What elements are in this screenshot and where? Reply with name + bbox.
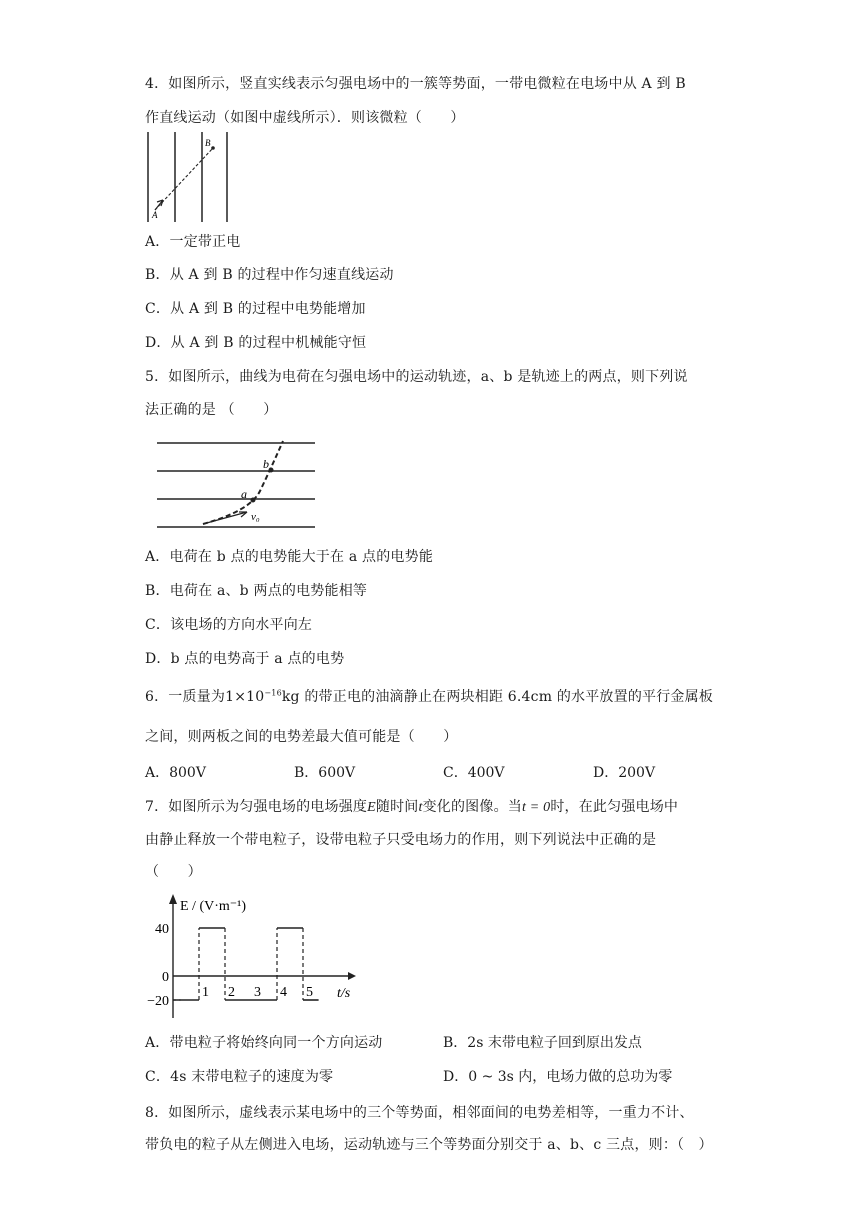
q7-option-b: B．2s 末带电粒子回到原出发点 xyxy=(443,1035,642,1051)
q5-point-b-label: b xyxy=(263,457,269,471)
q6-mass-mantissa: 1×10 xyxy=(225,689,265,705)
q4-option-c: C．从 A 到 B 的过程中电势能增加 xyxy=(145,301,366,317)
q6-option-d: D．200V xyxy=(593,765,656,781)
q7-e-t-chart xyxy=(140,888,365,1023)
q6-mass-value xyxy=(225,689,282,705)
q7-option-a: A．带电粒子将始终向同一个方向运动 xyxy=(145,1035,383,1051)
q6-stem-line2: 之间，则两板之间的电势差最大值可能是（ ） xyxy=(145,729,458,745)
q5-option-b: B．电荷在 a、b 两点的电势能相等 xyxy=(145,583,368,599)
q5-stem-line1: 5．如图所示，曲线为电荷在匀强电场中的运动轨迹，a、b 是轨迹上的两点，则下列说 xyxy=(145,369,688,385)
q8-stem-line1: 8．如图所示，虚线表示某电场中的三个等势面，相邻面间的电势差相等，一重力不计、 xyxy=(145,1105,694,1121)
x-tick-label: 4 xyxy=(280,985,287,1000)
q7-stem-line3: （ ） xyxy=(145,864,202,880)
q6-mass-exponent: −16 xyxy=(264,688,282,698)
q6-stem-pre: 6．一质量为 xyxy=(145,689,226,705)
q5-point-a-label: a xyxy=(241,487,247,501)
q6-stem-post: kg 的带正电的油滴静止在两块相距 6.4cm 的水平放置的平行金属板 xyxy=(281,689,714,705)
y-axis-arrow xyxy=(169,894,177,904)
q4-option-d: D．从 A 到 B 的过程中机械能守恒 xyxy=(145,335,367,351)
q4-figure xyxy=(145,130,235,222)
q7-stem-part-a: 7．如图所示为匀强电场的电场强度 xyxy=(145,799,368,815)
x-tick-label: 5 xyxy=(306,985,313,1000)
q5-stem-line2: 法正确的是 （ ） xyxy=(145,402,278,418)
y-axis-label: E / (V·m⁻¹) xyxy=(180,899,247,914)
q5-figure xyxy=(155,436,317,532)
q7-stem-line1 xyxy=(145,796,678,816)
q4-option-b: B．从 A 到 B 的过程中作匀速直线运动 xyxy=(145,267,394,283)
y-tick-label: −20 xyxy=(147,994,169,1009)
x-tick-label: 2 xyxy=(228,985,235,1000)
q5-option-d: D．b 点的电势高于 a 点的电势 xyxy=(145,651,345,667)
q6-option-a: A．800V xyxy=(145,765,206,781)
q7-var-e: E xyxy=(367,800,376,815)
q7-option-c: C．4s 末带电粒子的速度为零 xyxy=(145,1069,334,1085)
y-tick-label: 40 xyxy=(155,922,169,937)
q4-option-a: A．一定带正电 xyxy=(145,234,241,250)
q5-option-c: C．该电场的方向水平向左 xyxy=(145,617,313,633)
q4-stem-line1: 4．如图所示，竖直实线表示匀强电场中的一簇等势面，一带电微粒在电场中从 A 到 B xyxy=(145,76,686,92)
q4-point-a-label: A xyxy=(152,210,158,220)
q7-var-t: t xyxy=(418,800,423,815)
q5-v0-label: v₀ xyxy=(251,511,260,523)
q7-t-equals-zero: t = 0 xyxy=(521,800,551,815)
q6-stem-line1 xyxy=(145,686,713,706)
q7-stem-part-b: 随时间 xyxy=(375,799,419,815)
q6-option-b: B．600V xyxy=(294,765,356,781)
q4-stem-line2: 作直线运动（如图中虚线所示）．则该微粒（ ） xyxy=(145,110,465,126)
q7-option-d: D．0 ~ 3s 内，电场力做的总功为零 xyxy=(443,1069,673,1085)
q6-option-c: C．400V xyxy=(443,765,505,781)
y-tick-label: 0 xyxy=(162,970,169,985)
q7-stem-part-d: 时，在此匀强电场中 xyxy=(550,799,679,815)
q5-option-a: A．电荷在 b 点的电势能大于在 a 点的电势能 xyxy=(145,549,434,565)
x-tick-label: 3 xyxy=(254,985,261,1000)
q7-stem-part-c: 变化的图像。当 xyxy=(422,799,522,815)
x-tick-label: 1 xyxy=(202,985,209,1000)
q8-stem-line2: 带负电的粒子从左侧进入电场，运动轨迹与三个等势面分别交于 a、b、c 三点，则：（ ） xyxy=(145,1137,713,1153)
q7-stem-line2: 由静止释放一个带电粒子，设带电粒子只受电场力的作用，则下列说法中正确的是 xyxy=(145,832,657,848)
x-axis-label: t/s xyxy=(337,986,351,1001)
q4-point-b-label: B xyxy=(205,138,211,148)
x-axis-arrow xyxy=(348,972,356,980)
